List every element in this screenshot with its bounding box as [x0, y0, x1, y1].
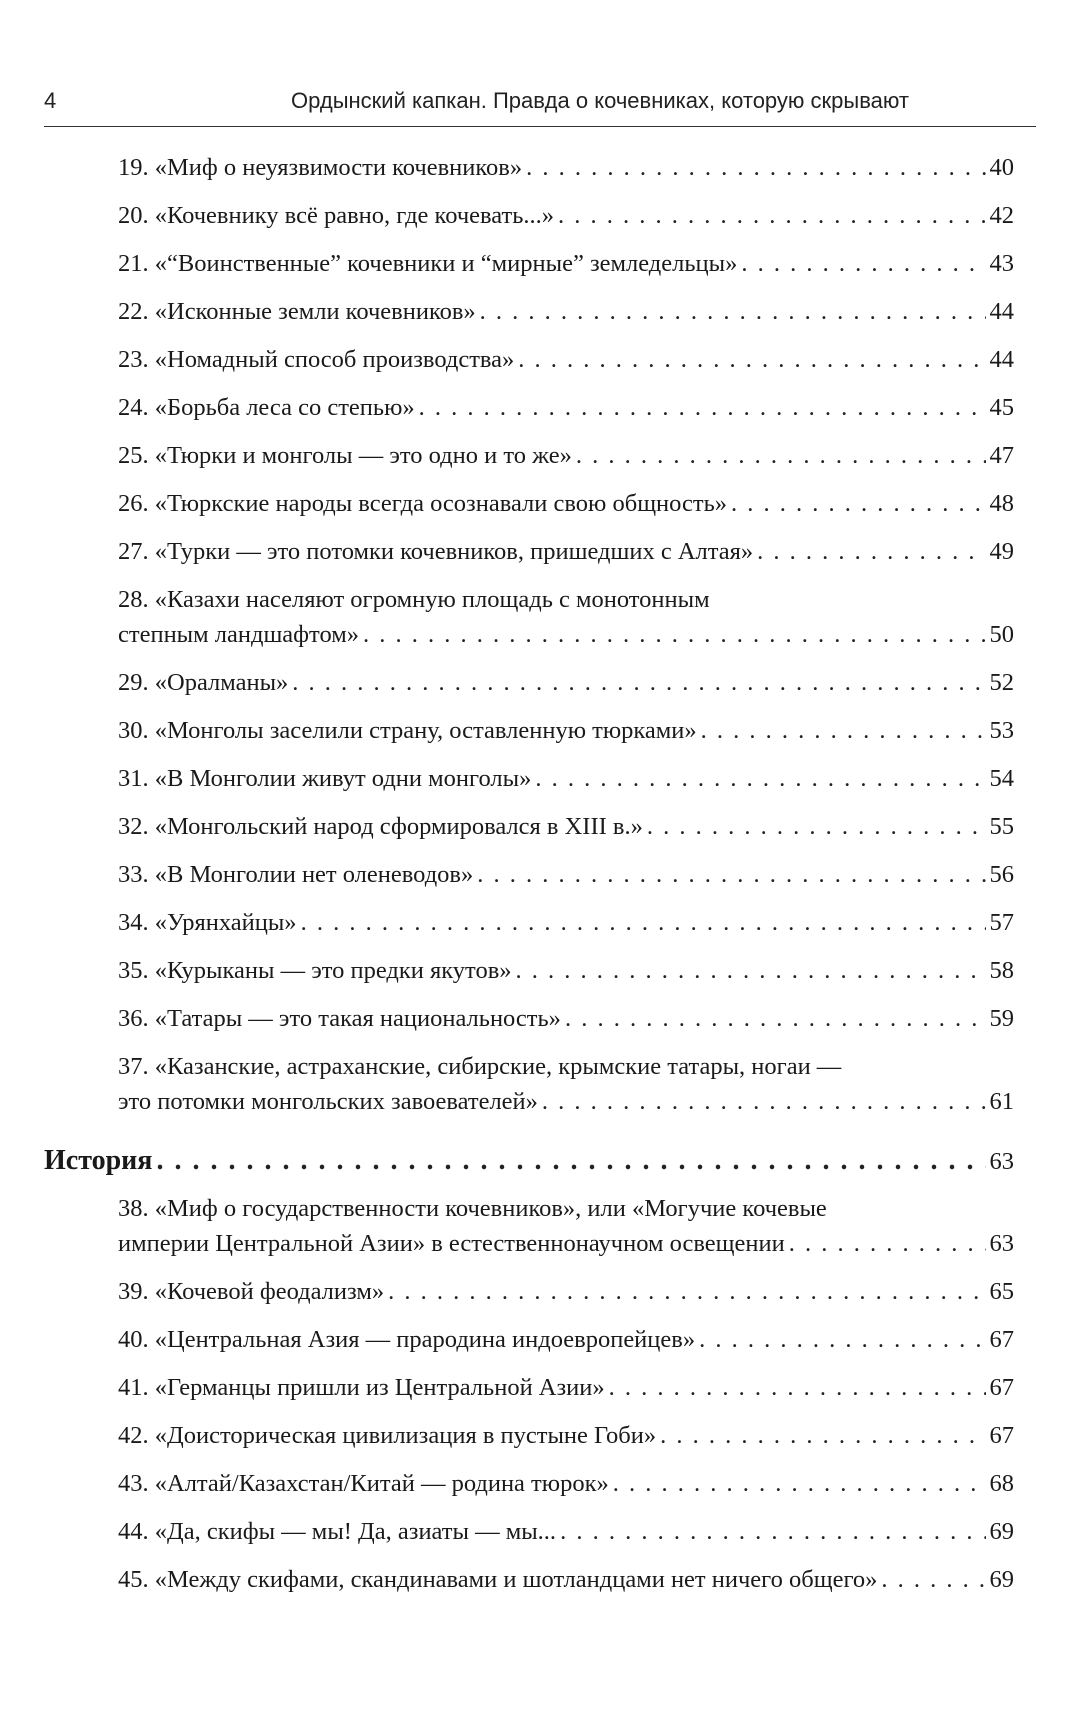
entry-row: [118, 1001, 1014, 1036]
entry-row: [118, 953, 1014, 988]
toc-entry: [44, 857, 1014, 892]
entry-title: 31. «В Монголии живут одни монголы»: [118, 765, 532, 792]
toc-entry: [44, 1370, 1014, 1405]
entry-title: 32. «Монгольский народ сформировался в XIII в.»: [118, 813, 643, 840]
dot-leader: [388, 1274, 985, 1309]
dot-leader: [560, 1514, 985, 1549]
toc-entry: [44, 150, 1014, 185]
toc-entry: [44, 905, 1014, 940]
dot-leader: [518, 342, 985, 377]
entry-title: 25. «Тюрки и монголы — это одно и то же»: [118, 442, 572, 469]
toc-entry: [44, 713, 1014, 748]
entry-page-number: 40: [989, 154, 1014, 181]
entry-row: [118, 617, 1014, 652]
entry-title: 33. «В Монголии нет оленеводов»: [118, 861, 474, 888]
entry-row: [118, 761, 1014, 796]
entry-title: 27. «Турки — это потомки кочевников, пришедших с Алтая»: [118, 538, 754, 565]
entry-title-line: 37. «Казанские, астраханские, сибирские, крымские татары, ногаи —: [118, 1053, 842, 1080]
entry-page-number: 69: [989, 1518, 1014, 1545]
entry-page-number: 67: [989, 1326, 1014, 1353]
dot-leader: [565, 1001, 986, 1036]
dot-leader: [535, 761, 985, 796]
entry-title: 44. «Да, скифы — мы! Да, азиаты — мы...: [118, 1518, 557, 1545]
entry-row: [118, 150, 1014, 185]
toc-entry: [44, 1514, 1014, 1549]
entry-page-number: 54: [989, 765, 1014, 792]
toc-entries-group-1: [44, 150, 1014, 1119]
section-title: История: [44, 1145, 153, 1176]
entry-page-number: 67: [989, 1422, 1014, 1449]
dot-leader: [757, 534, 985, 569]
dot-leader: [789, 1226, 986, 1261]
entry-title: 39. «Кочевой феодализм»: [118, 1278, 385, 1305]
toc-entry: [44, 534, 1014, 569]
entry-title-line: 28. «Казахи населяют огромную площадь с монотонным: [118, 586, 710, 613]
dot-leader: [516, 953, 986, 988]
toc-entry: [44, 809, 1014, 844]
entry-page-number: 57: [989, 909, 1014, 936]
toc-entry: [44, 1418, 1014, 1453]
entry-title: 22. «Исконные земли кочевников»: [118, 298, 476, 325]
entry-page-number: 69: [989, 1566, 1014, 1593]
dot-leader: [647, 809, 986, 844]
entry-row: [118, 713, 1014, 748]
entry-title: 40. «Центральная Азия — прародина индоевропейцев»: [118, 1326, 696, 1353]
entry-row: [118, 1418, 1014, 1453]
entry-title: 36. «Татары — это такая национальность»: [118, 1005, 561, 1032]
entry-title: 42. «Доисторическая цивилизация в пустыне Гоби»: [118, 1422, 657, 1449]
entry-title: 20. «Кочевнику всё равно, где кочевать...»: [118, 202, 555, 229]
toc-entry: [44, 1049, 1014, 1119]
toc-entries-group-2: [44, 1191, 1014, 1597]
entry-title: 29. «Оралманы»: [118, 669, 289, 696]
entry-row: [118, 1274, 1014, 1309]
dot-leader: [292, 665, 985, 700]
running-header: [44, 86, 1036, 127]
toc-entry: [44, 198, 1014, 233]
entry-title: 45. «Между скифами, скандинавами и шотландцами нет ничего общего»: [118, 1566, 878, 1593]
dot-leader: [477, 857, 985, 892]
entry-page-number: 50: [989, 621, 1014, 648]
dot-leader: [741, 246, 985, 281]
entry-title: 43. «Алтай/Казахстан/Китай — родина тюрок»: [118, 1470, 609, 1497]
entry-page-number: 56: [989, 861, 1014, 888]
page-number: 4: [44, 88, 57, 113]
entry-row: [118, 534, 1014, 569]
toc-section-heading: [44, 1145, 1014, 1177]
entry-row: [118, 486, 1014, 521]
entry-title: 24. «Борьба леса со степью»: [118, 394, 415, 421]
entry-row: [118, 390, 1014, 425]
entry-page-number: 58: [989, 957, 1014, 984]
entry-row: [118, 1514, 1014, 1549]
toc-entry: [44, 582, 1014, 652]
toc-entry: [44, 1562, 1014, 1597]
toc-entry: [44, 1466, 1014, 1501]
dot-leader: [558, 198, 985, 233]
toc-entry: [44, 761, 1014, 796]
section-page: 63: [989, 1148, 1014, 1175]
entry-row: [118, 342, 1014, 377]
entry-row: [118, 1466, 1014, 1501]
dot-leader: [542, 1084, 986, 1119]
entry-page-number: 48: [989, 490, 1014, 517]
entry-row: [118, 857, 1014, 892]
entry-title: 26. «Тюркские народы всегда осознавали свою общность»: [118, 490, 728, 517]
entry-title: это потомки монгольских завоевателей»: [118, 1088, 538, 1115]
entry-page-number: 59: [989, 1005, 1014, 1032]
entry-title: 41. «Германцы пришли из Центральной Азии»: [118, 1374, 605, 1401]
entry-title: степным ландшафтом»: [118, 621, 359, 648]
entry-page-number: 52: [989, 669, 1014, 696]
entry-page-number: 67: [989, 1374, 1014, 1401]
dot-leader: [156, 1145, 985, 1177]
dot-leader: [699, 1322, 985, 1357]
entry-row: [118, 665, 1014, 700]
toc-entry: [44, 1191, 1014, 1261]
dot-leader: [301, 905, 986, 940]
entry-title: 35. «Курыканы — это предки якутов»: [118, 957, 512, 984]
dot-leader: [419, 390, 986, 425]
toc-entry: [44, 665, 1014, 700]
dot-leader: [701, 713, 986, 748]
entry-title: 23. «Номадный способ производства»: [118, 346, 515, 373]
entry-row: [118, 294, 1014, 329]
entry-row: [118, 809, 1014, 844]
toc-entry: [44, 438, 1014, 473]
dot-leader: [480, 294, 986, 329]
running-title: Ордынский капкан. Правда о кочевниках, которую скрывают: [291, 88, 909, 113]
entry-row: [118, 1562, 1014, 1597]
table-of-contents: [44, 150, 1014, 1610]
entry-row: [118, 438, 1014, 473]
entry-page-number: 68: [989, 1470, 1014, 1497]
toc-entry: [44, 486, 1014, 521]
entry-row: [118, 1226, 1014, 1261]
entry-page-number: 49: [989, 538, 1014, 565]
dot-leader: [609, 1370, 986, 1405]
entry-title: 21. «“Воинственные” кочевники и “мирные” земледельцы»: [118, 250, 738, 277]
entry-title: империи Центральной Азии» в естественнонаучном освещении: [118, 1230, 785, 1257]
dot-leader: [731, 486, 985, 521]
entry-title: 34. «Урянхайцы»: [118, 909, 297, 936]
entry-title: 19. «Миф о неуязвимости кочевников»: [118, 154, 523, 181]
toc-entry: [44, 294, 1014, 329]
entry-page-number: 45: [989, 394, 1014, 421]
toc-entry: [44, 1274, 1014, 1309]
entry-row: [118, 1370, 1014, 1405]
entry-page-number: 43: [989, 250, 1014, 277]
dot-leader: [576, 438, 986, 473]
entry-page-number: 55: [989, 813, 1014, 840]
toc-entry: [44, 390, 1014, 425]
dot-leader: [660, 1418, 985, 1453]
toc-entry: [44, 246, 1014, 281]
entry-page-number: 61: [989, 1088, 1014, 1115]
entry-row: [118, 198, 1014, 233]
entry-page-number: 42: [989, 202, 1014, 229]
entry-page-number: 44: [989, 298, 1014, 325]
dot-leader: [881, 1562, 985, 1597]
toc-entry: [44, 1001, 1014, 1036]
entry-title: 30. «Монголы заселили страну, оставленную тюрками»: [118, 717, 697, 744]
entry-row: [118, 1084, 1014, 1119]
dot-leader: [526, 150, 985, 185]
toc-entry: [44, 342, 1014, 377]
dot-leader: [613, 1466, 986, 1501]
entry-page-number: 53: [989, 717, 1014, 744]
entry-row: [118, 1322, 1014, 1357]
entry-page-number: 44: [989, 346, 1014, 373]
dot-leader: [363, 617, 986, 652]
entry-row: [118, 905, 1014, 940]
toc-entry: [44, 953, 1014, 988]
entry-page-number: 47: [989, 442, 1014, 469]
entry-page-number: 63: [989, 1230, 1014, 1257]
entry-row: [118, 246, 1014, 281]
entry-title-line: 38. «Миф о государственности кочевников», или «Могучие кочевые: [118, 1195, 827, 1222]
toc-entry: [44, 1322, 1014, 1357]
entry-page-number: 65: [989, 1278, 1014, 1305]
